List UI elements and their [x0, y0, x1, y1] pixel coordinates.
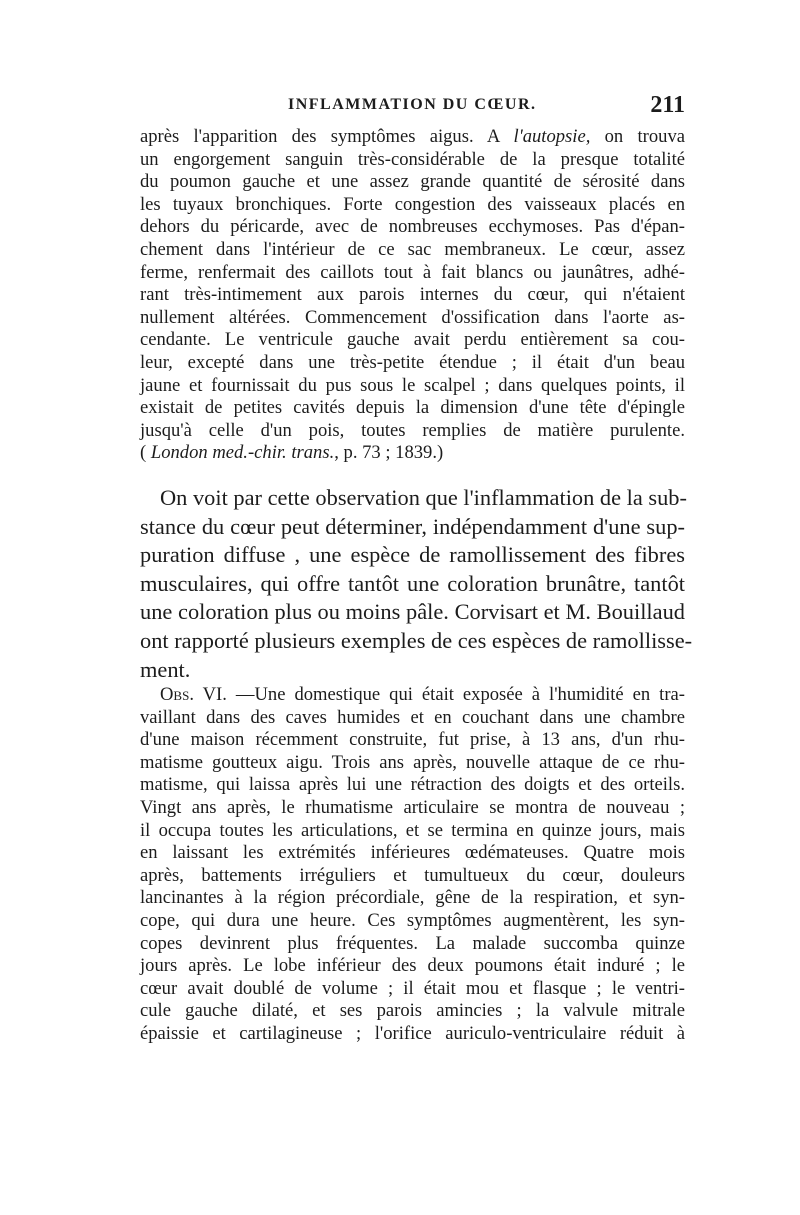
text-line: matisme goutteux aigu. Trois ans après, nouvelle attaque de ce rhu- — [140, 751, 685, 773]
text-line: épaissie et cartilagineuse ; l'orifice auriculo-ventriculaire réduit à — [140, 1022, 685, 1044]
text-line: vaillant dans des caves humides et en couchant dans une chambre — [140, 706, 685, 728]
text-line: après l'apparition des symptômes aigus. A l'autopsie, on trouva — [140, 126, 685, 147]
text-line: en laissant les extrémités inférieures œdémateuses. Quatre mois — [140, 842, 685, 864]
autopsy-word: l'autopsie, — [513, 126, 591, 147]
observation-paragraph — [140, 684, 685, 1046]
text-line: du poumon gauche et une assez grande quantité de sérosité dans — [140, 171, 685, 193]
text-line: cœur avait doublé de volume ; il était mou et flasque ; le ventri- — [140, 977, 685, 999]
text-line: jaune et fournissait du pus sous le scalpel ; dans quelques points, il — [140, 374, 685, 396]
page-number: 211 — [650, 92, 685, 118]
quote-paragraph — [140, 126, 685, 465]
text-line: cule gauche dilaté, et ses parois amincies ; la valvule mitrale — [140, 1000, 685, 1022]
text-line: Obs. VI. —Une domestique qui était exposée à l'humidité en tra- — [160, 684, 685, 705]
main-paragraph — [140, 484, 693, 684]
text-line: les tuyaux bronchiques. Forte congestion des vaisseaux placés en — [140, 193, 685, 215]
text-line: chement dans l'intérieur de ce sac membraneux. Le cœur, assez — [140, 238, 685, 260]
text-line: ment. — [140, 656, 191, 682]
text-line: un engorgement sanguin très-considérable de la presque totalité — [140, 148, 685, 170]
text-line: musculaires, qui offre tantôt une coloration brunâtre, tantôt — [140, 570, 685, 596]
running-title: INFLAMMATION DU CŒUR. — [288, 96, 537, 113]
text-line: ont rapporté plusieurs exemples de ces espèces de ramollisse- — [140, 627, 693, 653]
text-line: leur, excepté dans une très-petite étendue ; il était d'un beau — [140, 351, 685, 373]
text-line: On voit par cette observation que l'inflammation de la sub- — [160, 485, 687, 510]
text-line: nullement altérées. Commencement d'ossification dans l'aorte as- — [140, 306, 685, 328]
text-line: matisme, qui laissa après lui une rétraction des doigts et des orteils. — [140, 774, 685, 796]
text-line: une coloration plus ou moins pâle. Corvisart et M. Bouillaud — [140, 599, 685, 625]
text-line: d'une maison récemment construite, fut prise, à 13 ans, d'un rhu- — [140, 729, 685, 751]
text-line: rant très-intimement aux parois internes du cœur, qui n'étaient — [140, 284, 685, 306]
text-line: copes devinrent plus fréquentes. La malade succomba quinze — [140, 932, 685, 954]
text-line: existait de petites cavités depuis la dimension d'une tête d'épingle — [140, 397, 685, 419]
citation-line: ( London med.-chir. trans., p. 73 ; 1839.) — [140, 442, 444, 464]
text-line: dehors du péricarde, avec de nombreuses ecchymoses. Pas d'épan- — [140, 216, 685, 238]
text-line: cendante. Le ventricule gauche avait perdu entièrement sa cou- — [140, 329, 685, 351]
text-line: cope, qui dura une heure. Ces symptômes augmentèrent, les syn- — [140, 909, 685, 931]
text-line: il occupa toutes les articulations, et se termina en quinze jours, mais — [140, 819, 685, 841]
text-line: ferme, renfermait des caillots tout à fait blancs ou jaunâtres, adhé- — [140, 261, 685, 283]
observation-label: Obs. VI. — [160, 684, 227, 705]
text-line: après, battements irréguliers et tumultueux du cœur, douleurs — [140, 864, 685, 886]
page-header — [140, 92, 685, 124]
citation-journal: London med.-chir. trans. — [150, 442, 335, 464]
text-line: puration diffuse , une espèce de ramollissement des fibres — [140, 542, 685, 568]
text-line: Vingt ans après, le rhumatisme articulaire se montra de nouveau ; — [140, 796, 685, 818]
text-line: lancinantes à la région précordiale, gêne de la respiration, et syn- — [140, 887, 685, 909]
text-line: stance du cœur peut déterminer, indépendamment d'une sup- — [140, 513, 685, 539]
text-line: jours après. Le lobe inférieur des deux poumons était induré ; le — [140, 955, 685, 977]
text-line: jusqu'à celle d'un pois, toutes remplies de matière purulente. — [140, 419, 685, 441]
